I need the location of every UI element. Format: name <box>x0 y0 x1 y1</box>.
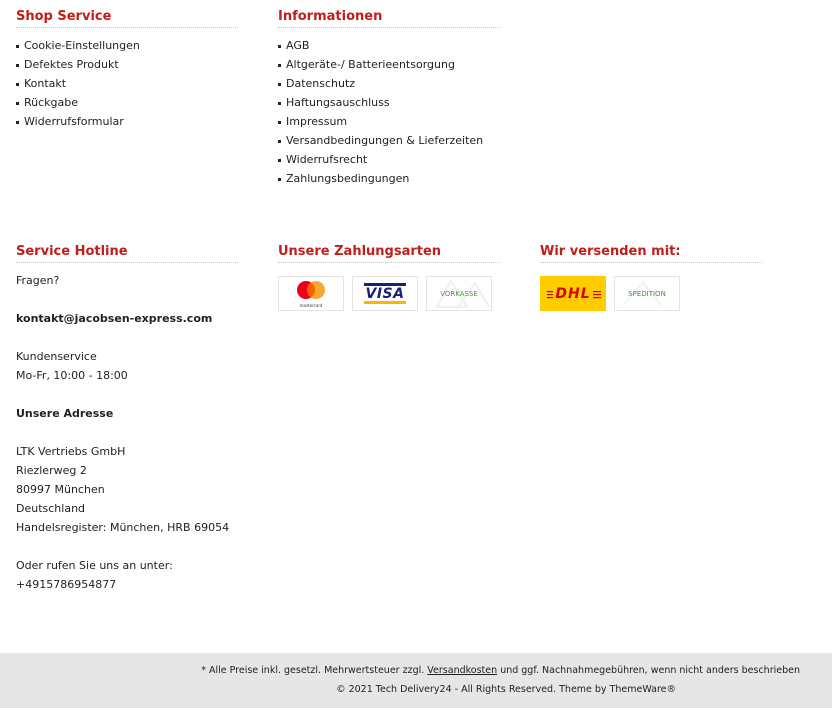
spacer <box>16 537 238 556</box>
shipping-section <box>540 243 762 311</box>
spacer <box>16 290 238 309</box>
list-item[interactable] <box>16 55 238 74</box>
vorkasse-label: VORKASSE <box>440 289 478 298</box>
hotline-service-hours: Mo-Fr, 10:00 - 18:00 <box>16 369 128 382</box>
link-agb[interactable]: AGB <box>286 39 310 52</box>
spedition-label: SPEDITION <box>628 289 666 298</box>
address-street: Riezlerweg 2 <box>16 464 87 477</box>
shipping-heading: Wir versenden mit: <box>540 243 762 263</box>
link-impressum[interactable]: Impressum <box>286 115 348 128</box>
vorkasse-badge <box>426 276 492 311</box>
payment-section <box>278 243 500 311</box>
address-heading: Unsere Adresse <box>16 407 114 420</box>
informationen-heading: Informationen <box>278 8 500 28</box>
spedition-badge <box>614 276 680 311</box>
list-item[interactable] <box>16 93 238 112</box>
link-cookie-einstellungen[interactable]: Cookie-Einstellungen <box>24 39 140 52</box>
payment-badges <box>278 276 500 311</box>
link-versandbedingungen[interactable]: Versandbedingungen & Lieferzeiten <box>286 134 484 147</box>
list-item[interactable] <box>278 93 500 112</box>
visa-icon: VISA <box>365 285 405 302</box>
hotline-service-label: Kundenservice <box>16 350 97 363</box>
list-item[interactable] <box>278 55 500 74</box>
list-item[interactable] <box>278 169 500 188</box>
visa-bottom-bar <box>364 301 406 304</box>
copyright: © 2021 Tech Delivery24 - All Rights Reserved. Theme by ThemeWare® <box>336 684 676 695</box>
list-item[interactable] <box>278 74 500 93</box>
hotline-info <box>16 271 238 594</box>
address-company: LTK Vertriebs GmbH <box>16 445 126 458</box>
dhl-logo-icon: DHL <box>555 285 591 302</box>
link-widerrufsformular[interactable]: Widerrufsformular <box>24 115 124 128</box>
link-altgeraete[interactable]: Altgeräte-/ Batterieentsorgung <box>286 58 455 71</box>
payment-heading: Unsere Zahlungsarten <box>278 243 500 263</box>
address-register: Handelsregister: München, HRB 69054 <box>16 521 230 534</box>
call-label: Oder rufen Sie uns an unter: <box>16 559 173 572</box>
mastercard-badge <box>278 276 344 311</box>
hotline-email[interactable]: kontakt@jacobsen-express.com <box>16 312 213 325</box>
informationen-section <box>278 8 500 188</box>
list-item[interactable] <box>278 150 500 169</box>
hotline-question: Fragen? <box>16 274 60 287</box>
list-item[interactable] <box>16 36 238 55</box>
address-country: Deutschland <box>16 502 86 515</box>
link-rueckgabe[interactable]: Rückgabe <box>24 96 79 109</box>
service-hotline-section <box>16 243 238 594</box>
link-widerrufsrecht[interactable]: Widerrufsrecht <box>286 153 368 166</box>
list-item[interactable] <box>16 74 238 93</box>
vat-notice <box>201 665 800 676</box>
link-defektes-produkt[interactable]: Defektes Produkt <box>24 58 119 71</box>
shipping-badges <box>540 276 762 311</box>
list-item[interactable] <box>278 36 500 55</box>
visa-top-bar <box>364 283 406 286</box>
address-city: 80997 München <box>16 483 105 496</box>
spacer <box>16 423 238 442</box>
list-item[interactable] <box>278 112 500 131</box>
mastercard-circles <box>294 280 328 302</box>
vat-prefix: * Alle Preise inkl. gesetzl. Mehrwertsteuer zzgl. <box>201 665 425 676</box>
shop-service-section <box>16 8 238 131</box>
link-haftungsauschluss[interactable]: Haftungsauschluss <box>286 96 390 109</box>
versandkosten-link[interactable]: Versandkosten <box>427 665 498 676</box>
spacer <box>16 385 238 404</box>
service-hotline-heading: Service Hotline <box>16 243 238 263</box>
footer-bar <box>0 653 832 708</box>
informationen-list <box>278 36 500 188</box>
spacer <box>16 328 238 347</box>
mastercard-label: mastercard <box>299 302 323 308</box>
shop-service-list <box>16 36 238 131</box>
phone-number[interactable]: +4915786954877 <box>16 578 117 591</box>
link-zahlungsbedingungen[interactable]: Zahlungsbedingungen <box>286 172 410 185</box>
visa-badge <box>352 276 418 311</box>
vat-suffix: und ggf. Nachnahmegebühren, wenn nicht anders beschrieben <box>500 665 800 676</box>
list-item[interactable] <box>278 131 500 150</box>
mastercard-icon <box>294 280 328 308</box>
link-datenschutz[interactable]: Datenschutz <box>286 77 356 90</box>
dhl-badge <box>540 276 606 311</box>
shop-service-heading: Shop Service <box>16 8 238 28</box>
link-kontakt[interactable]: Kontakt <box>24 77 67 90</box>
list-item[interactable] <box>16 112 238 131</box>
